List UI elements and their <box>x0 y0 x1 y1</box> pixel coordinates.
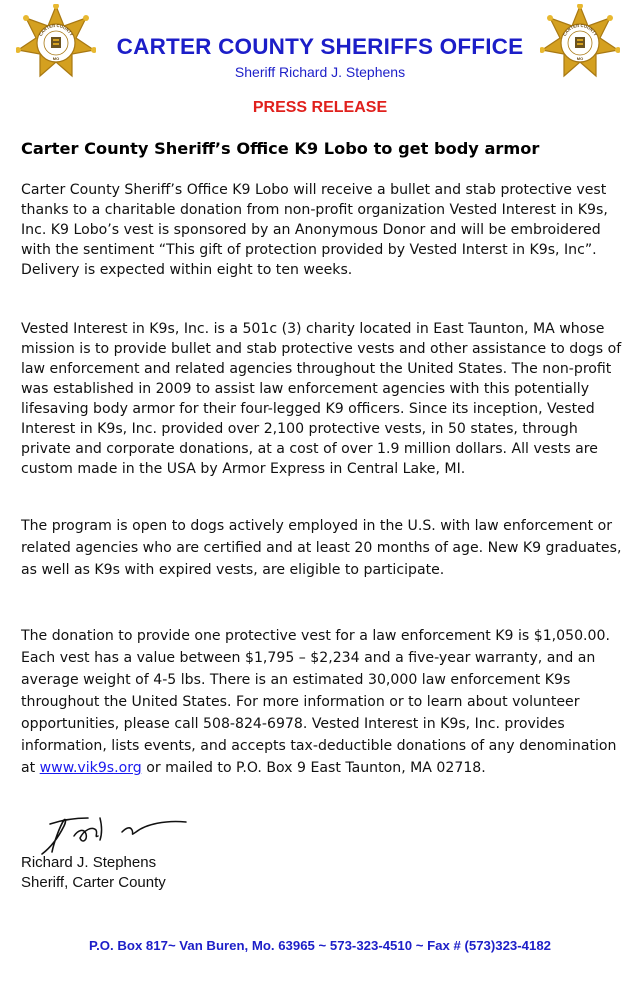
signature-block <box>21 853 166 893</box>
paragraph-4 <box>21 625 623 779</box>
badge-state: MO <box>52 56 60 61</box>
signer-name: Richard J. Stephens <box>21 854 157 871</box>
signer-title: Sheriff, Carter County <box>21 874 166 891</box>
paragraph-4-text: The donation to provide one protective vest for a law enforcement K9 is $1,050.00. Each vest has a value between $1,795 – $2,234 and a five-year warranty, and an average weight of 4-5 lbs. There is an estimated 30,000 law enforcement K9s throughout the United States. For more information or to learn about volunteer opportunities, please call 508-824-6978. Vested Interest in K9s, Inc. provides information, lists events, and accepts tax-deductible donations of any denomination at <box>21 628 617 776</box>
paragraph-4-text-end: or mailed to P.O. Box 9 East Taunton, MA 02718. <box>141 760 486 776</box>
badge-state: MO <box>576 56 584 61</box>
badge-text-top: CARTER COUNTY <box>37 22 75 37</box>
website-link[interactable]: www.vik9s.org <box>39 760 142 776</box>
headline: Carter County Sheriff’s Office K9 Lobo to get body armor <box>21 139 540 158</box>
press-release-label: PRESS RELEASE <box>252 99 388 116</box>
badge-text-top: CARTER COUNTY <box>561 22 599 37</box>
paragraph-1: Carter County Sheriff’s Office K9 Lobo will receive a bullet and stab protective vest thanks to a charitable donation from non-profit organization Vested Interest in K9s, Inc. K9 Lobo’s vest is sponsored by an Anonymous Donor and will be embroidered with the sentiment “This gift of protection provided by Vested Interst in K9s, Inc”. Delivery is expected within eight to ten weeks. <box>21 182 608 278</box>
sheriff-name-subtitle: Sheriff Richard J. Stephens <box>234 64 406 80</box>
paragraph-2: Vested Interest in K9s, Inc. is a 501c (3) charity located in East Taunton, MA whose mission is to provide bullet and stab protective vests and other assistance to dogs of law enforcement and related agencies throughout the United States. The non-profit was established in 2009 to assist law enforcement agencies with this potentially lifesaving body armor for their four-legged K9 officers. Since its inception, Vested Interest in K9s, Inc. provided over 2,100 protective vests, in 50 states, through private and corporate donations, at a cost of over 1.9 million dollars. All vests are custom made in the USA by Armor Express in Central Lake, MI. <box>21 321 622 477</box>
paragraph-3: The program is open to dogs actively employed in the U.S. with law enforcement or related agencies who are certified and at least 20 months of age. New K9 graduates, as well as K9s with expired vests, are eligible to participate. <box>21 518 622 578</box>
office-title: CARTER COUNTY SHERIFFS OFFICE <box>116 34 524 59</box>
footer-contact: P.O. Box 817~ Van Buren, Mo. 63965 ~ 573-323-4510 ~ Fax # (573)323-4182 <box>89 938 551 953</box>
